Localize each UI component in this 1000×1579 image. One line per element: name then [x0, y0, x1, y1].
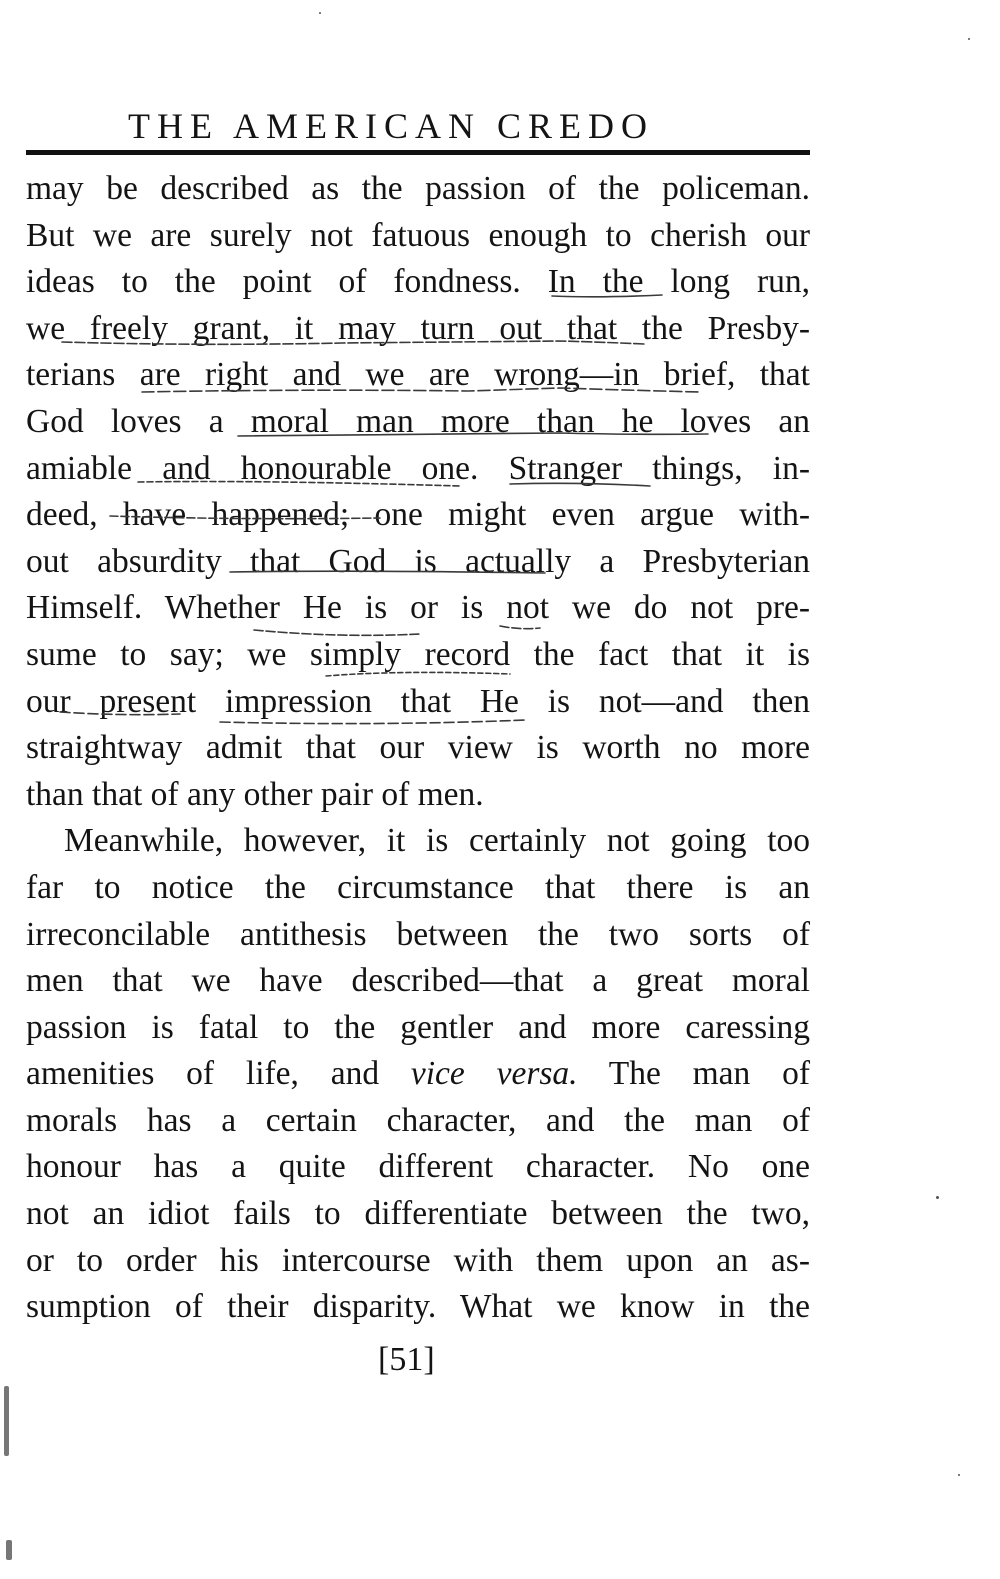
text-line: or to order his intercourse with them upon an as- [26, 1241, 810, 1279]
text-line: amiable and honourable one. Stranger things, in- [26, 449, 810, 487]
text-line: irreconcilable antithesis between the two sorts of [26, 915, 810, 953]
text-line: terians are right and we are wrong—in brief, that [26, 356, 810, 394]
page-number: [51] [378, 1341, 435, 1378]
text-line: we freely grant, it may turn out that the Presby- [26, 309, 810, 347]
scan-speck [6, 1540, 12, 1560]
scan-speck [958, 1474, 960, 1476]
emphasis: vice versa. [410, 1055, 578, 1093]
text-line: our present impression that He is not—and then [26, 682, 810, 720]
paragraph-1 [26, 166, 810, 818]
running-title: THE AMERICAN CREDO [128, 106, 655, 146]
text-line: straightway admit that our view is worth no more [26, 729, 810, 767]
scan-speck [4, 1386, 9, 1456]
text-line: ideas to the point of fondness. In the long run, [26, 263, 810, 301]
body-text [26, 166, 810, 1331]
text-line: Himself. Whether He is or is not we do not pre- [26, 589, 810, 627]
text-line: sume to say; we simply record the fact that it is [26, 635, 810, 673]
text-line: passion is fatal to the gentler and more caressing [26, 1008, 810, 1046]
scan-speck [968, 38, 970, 40]
text-line: not an idiot fails to differentiate between the two, [26, 1195, 810, 1233]
text-line: out absurdity that God is actually a Presbyterian [26, 542, 810, 580]
text-line: Meanwhile, however, it is certainly not going too [64, 822, 810, 860]
text-line: honour has a quite different character. No one [26, 1148, 810, 1186]
text-line: than that of any other pair of men. [26, 775, 484, 813]
text-line: far to notice the circumstance that there is an [26, 868, 810, 906]
text-line: God loves a moral man more than he loves an [26, 402, 810, 440]
paragraph-2 [26, 818, 810, 1331]
scan-speck [319, 12, 321, 14]
text-line: But we are surely not fatuous enough to cherish our [26, 216, 810, 254]
text-line: sumption of their disparity. What we know in the [26, 1288, 810, 1326]
text-line: amenities of life, and vice versa. The man of [26, 1055, 810, 1093]
text-line: may be described as the passion of the policeman. [26, 170, 810, 207]
text-line: morals has a certain character, and the man of [26, 1101, 810, 1139]
text-line: deed, have happened; one might even argue with- [26, 496, 810, 534]
header-rule [26, 150, 810, 155]
scan-speck [936, 1196, 939, 1199]
text-line: men that we have described—that a great moral [26, 962, 810, 1000]
